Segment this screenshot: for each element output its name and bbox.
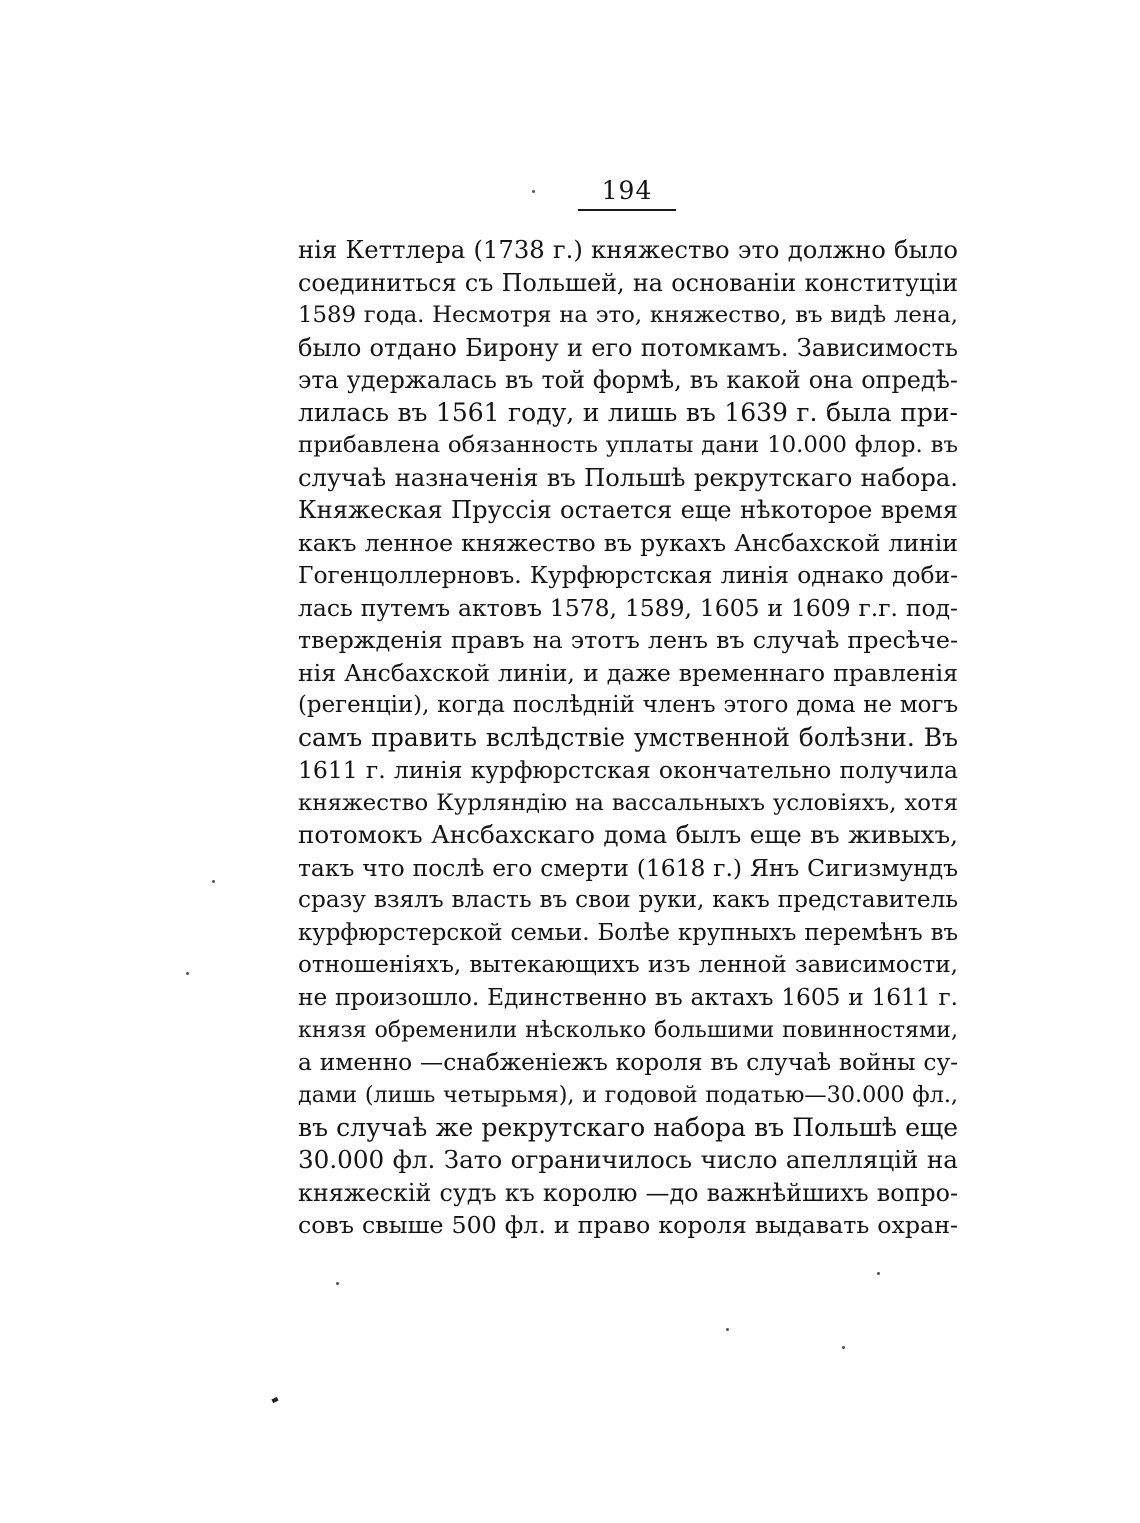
- text-line: Княжеская Пруссія остается еще нѣкоторое время: [298, 496, 958, 524]
- text-line: твержденія правъ на этотъ ленъ въ случаѣ пресѣче-: [298, 626, 958, 654]
- scan-speck: [532, 190, 535, 193]
- text-line: лилась въ 1561 году, и лишь въ 1639 г. была при-: [298, 397, 958, 427]
- scan-speck: [186, 972, 189, 975]
- text-line: такъ что послѣ его смерти (1618 г.) Янъ Сигизмундъ: [298, 853, 958, 882]
- text-line: 1589 года. Несмотря на это, княжество, въ видѣ лена,: [298, 302, 958, 328]
- text-line: нія Кеттлера (1738 г.) княжество это должно было: [298, 235, 958, 264]
- text-line: эта удержалась въ той формѣ, въ какой она опредѣ-: [298, 366, 958, 394]
- text-line: какъ ленное княжество въ рукахъ Ансбахской линіи: [298, 528, 958, 557]
- text-line: княжество Курляндію на вассальныхъ условіяхъ, хотя: [298, 789, 958, 816]
- page-number-rule: [578, 209, 676, 211]
- scan-speck: [842, 1346, 845, 1349]
- page-number: 194: [601, 176, 653, 205]
- text-line: князя обременили нѣсколько большими повинностями,: [298, 1017, 958, 1043]
- text-line: дами (лишь четырьмя), и годовой податью—30.000 фл.,: [298, 1082, 958, 1108]
- text-line: лась путемъ актовъ 1578, 1589, 1605 и 1609 г.г. под-: [298, 593, 958, 622]
- text-line: нія Ансбахской линіи, и даже временнаго правленія: [298, 658, 958, 687]
- text-line: 30.000 фл. Зато ограничилось число апелляцій на: [298, 1145, 958, 1174]
- text-line: (регенціи), когда послѣдній членъ этого дома не могъ: [298, 692, 958, 718]
- text-line: въ случаѣ же рекрутскаго набора въ Польшѣ еще: [298, 1112, 958, 1142]
- text-line: соединиться съ Польшей, на основаніи конституціи: [298, 268, 958, 297]
- text-line: прибавлена обязанность уплаты дани 10.000 флор. въ: [298, 432, 958, 458]
- text-line: Гогенцоллерновъ. Курфюрстская линія однако доби-: [298, 561, 958, 589]
- text-line: потомокъ Ансбахскаго дома былъ еще въ живыхъ,: [298, 820, 958, 849]
- text-line: курфюрстерской семьи. Болѣе крупныхъ перемѣнъ въ: [298, 919, 958, 946]
- text-line: княжескій судъ къ королю —до важнѣйшихъ вопро-: [298, 1178, 958, 1207]
- text-line: а именно —снабженіежъ короля въ случаѣ войны су-: [298, 1048, 958, 1076]
- scan-speck: [212, 880, 215, 883]
- scan-speck: [336, 1282, 339, 1285]
- scan-mark: [271, 1397, 278, 1403]
- text-line: 1611 г. линія курфюрстская окончательно получила: [298, 756, 958, 784]
- scan-speck: [726, 1328, 729, 1331]
- text-line: сразу взялъ власть въ свои руки, какъ представитель: [298, 886, 958, 913]
- text-line: не произошло. Единственно въ актахъ 1605 и 1611 г.: [298, 983, 958, 1011]
- text-line: было отдано Бирону и его потомкамъ. Зависимость: [298, 333, 958, 362]
- scan-speck: [877, 1272, 880, 1275]
- text-line: самъ править вслѣдствіе умственной болѣзни. Въ: [298, 722, 958, 752]
- text-line: отношеніяхъ, вытекающихъ изъ ленной зависимости,: [298, 952, 958, 978]
- body-text: [298, 234, 958, 1242]
- text-line: совъ свыше 500 фл. и право короля выдавать охран-: [298, 1211, 958, 1239]
- text-line: случаѣ назначенія въ Польшѣ рекрутскаго набора.: [298, 463, 958, 492]
